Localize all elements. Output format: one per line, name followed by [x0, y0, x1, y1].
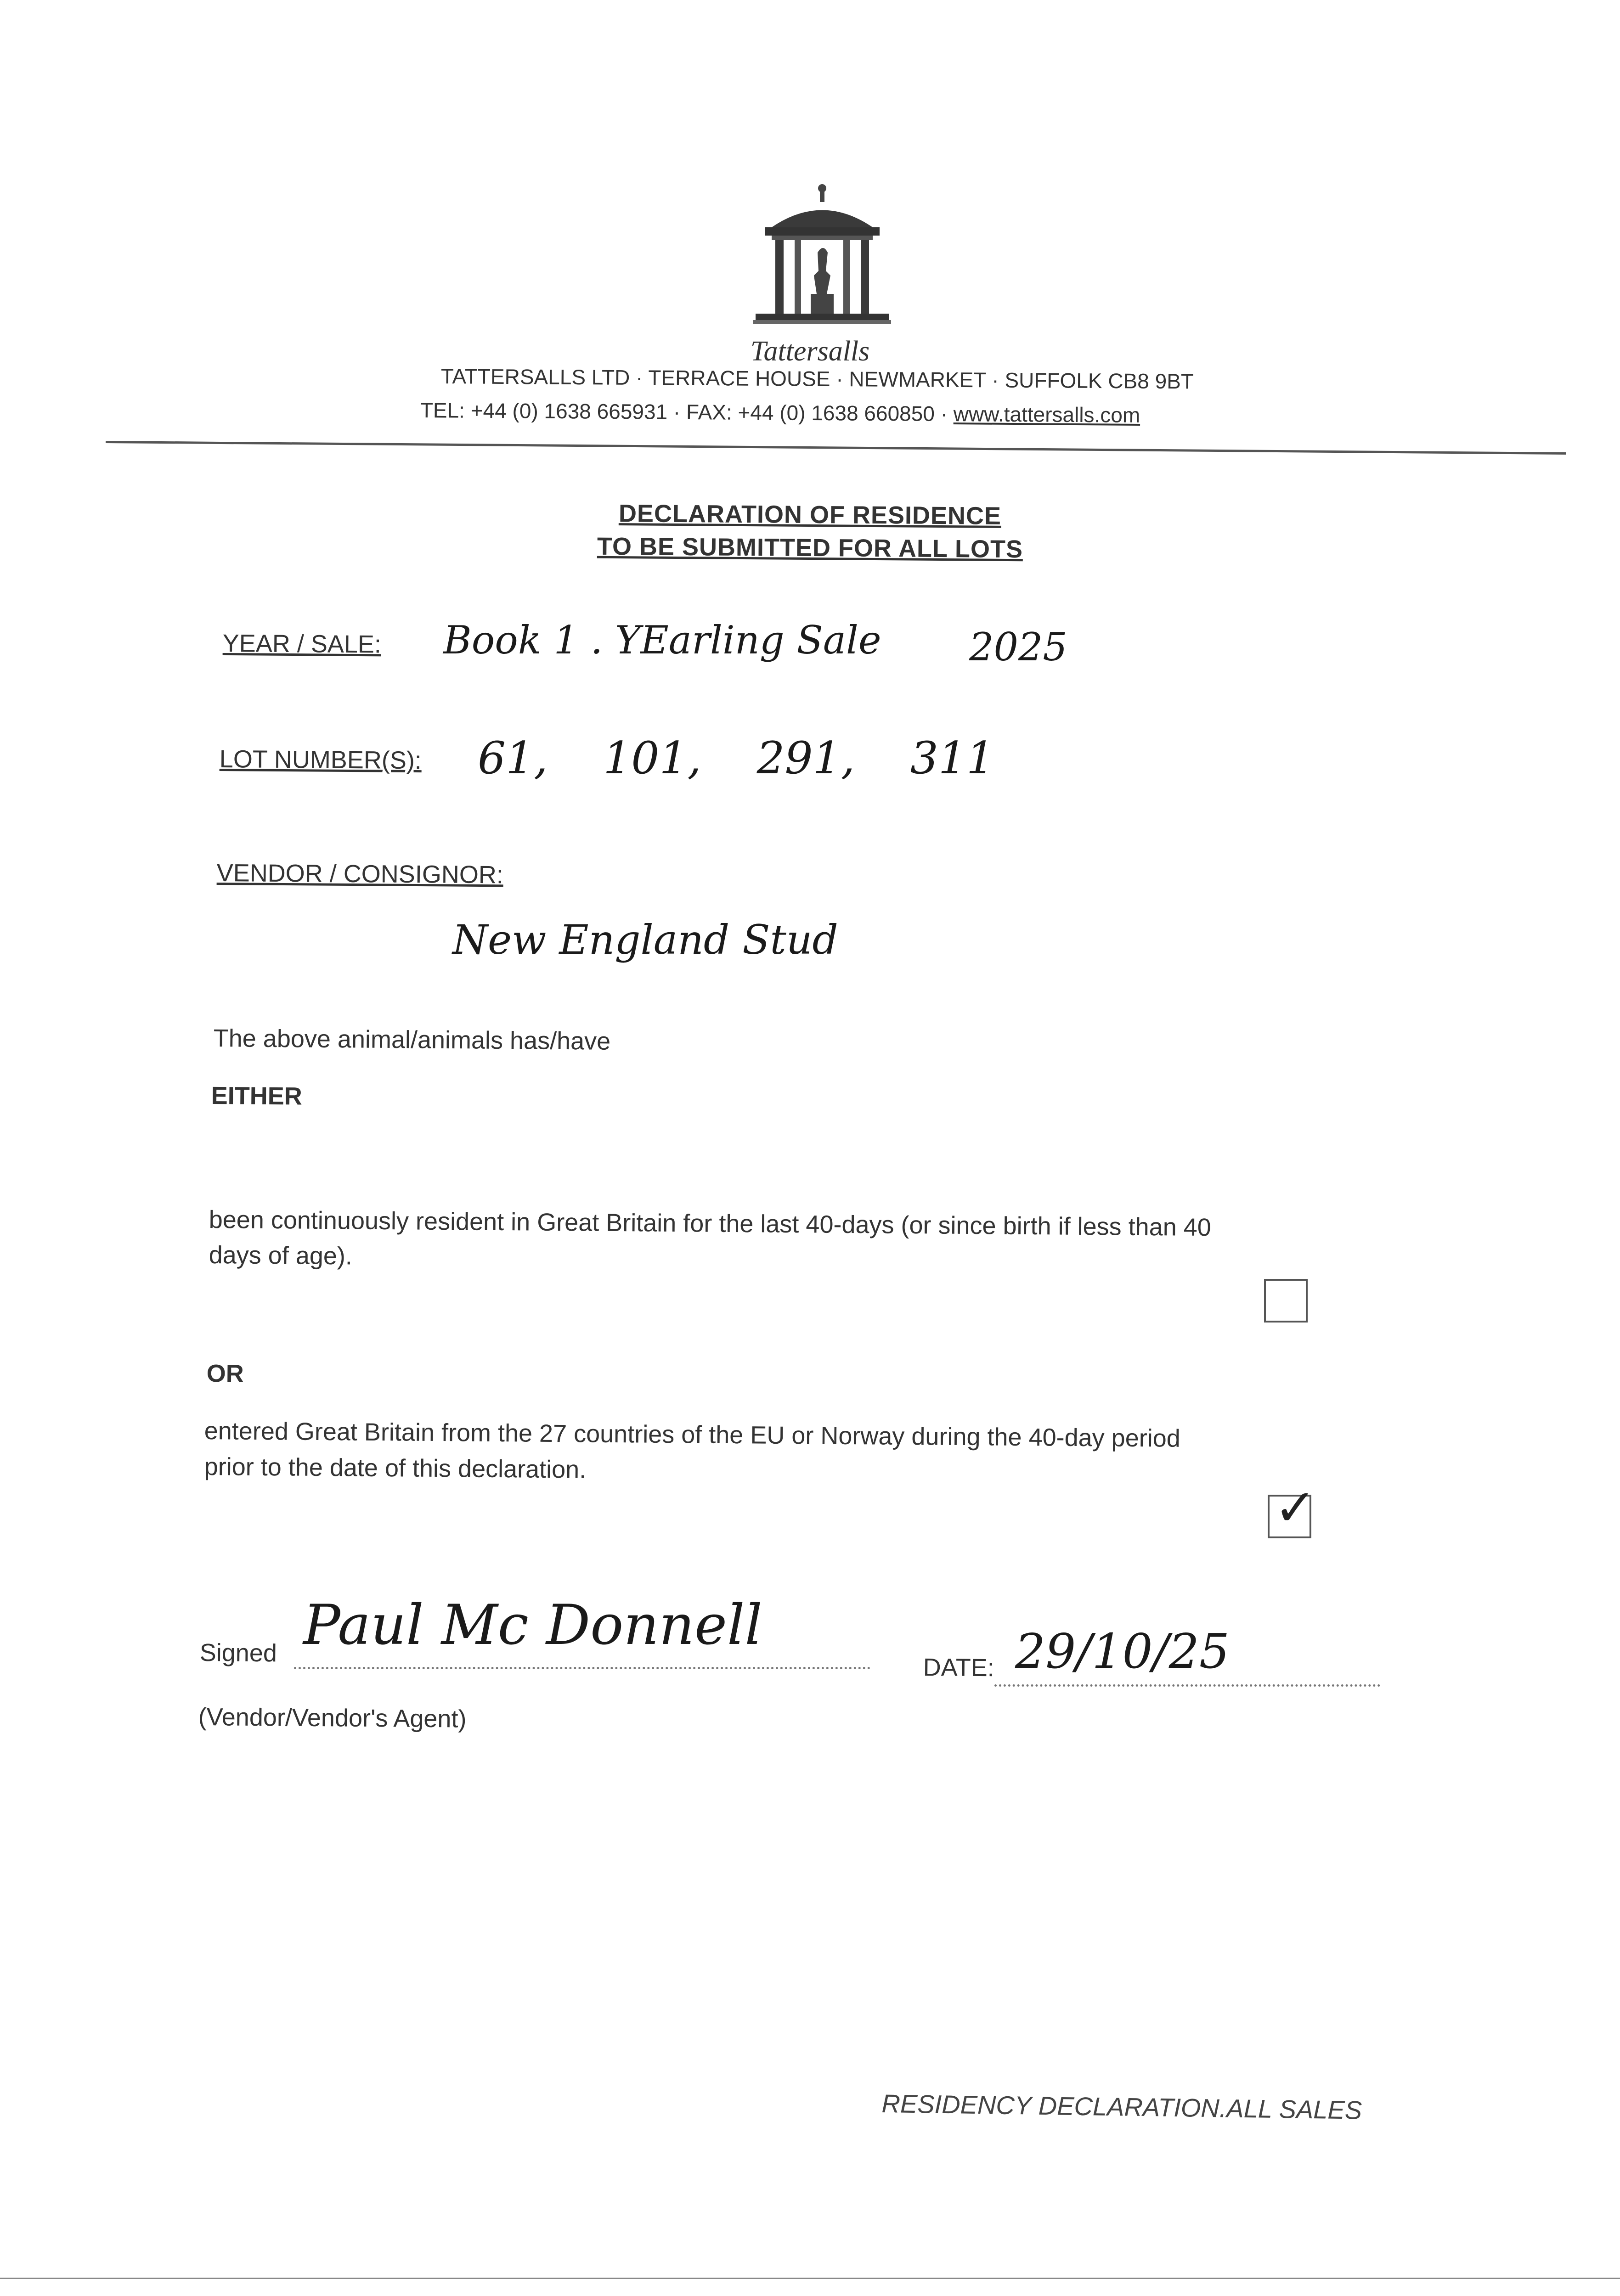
option2-text-line1: entered Great Britain from the 27 countries of the EU or Norway during the 40-day period: [204, 1417, 1181, 1452]
date-value[interactable]: 29/10/25: [1015, 1623, 1230, 1679]
contact-phone-fax: TEL: +44 (0) 1638 665931 · FAX: +44 (0) 1638 660850 ·: [420, 398, 954, 426]
year-sale-label: YEAR / SALE:: [222, 630, 382, 658]
signed-label: Signed: [199, 1639, 277, 1667]
option1-text-line2: days of age).: [209, 1241, 353, 1270]
header-divider: [106, 441, 1566, 455]
website-link[interactable]: www.tattersalls.com: [953, 402, 1140, 427]
checkmark-icon: ✓: [1274, 1478, 1317, 1537]
date-label: DATE:: [923, 1654, 995, 1682]
vendor-value[interactable]: New England Stud: [452, 916, 838, 963]
tattersalls-logo-icon: [753, 184, 891, 335]
option2-text-line2: prior to the date of this declaration.: [204, 1453, 587, 1484]
year-value[interactable]: 2025: [969, 625, 1067, 670]
signature-value[interactable]: Paul Mc Donnell: [303, 1593, 762, 1657]
signature-line: [294, 1667, 870, 1669]
form-reference: RESIDENCY DECLARATION.ALL SALES: [881, 2089, 1362, 2125]
form-title: DECLARATION OF RESIDENCE: [618, 500, 1002, 530]
declaration-intro: The above animal/animals has/have: [213, 1024, 611, 1055]
or-label: OR: [206, 1360, 244, 1388]
either-label: EITHER: [211, 1082, 303, 1110]
company-address: TATTERSALLS LTD · TERRACE HOUSE · NEWMARKET · SUFFOLK CB8 9BT: [440, 364, 1194, 394]
option2-checkbox[interactable]: [1268, 1478, 1317, 1538]
brand-name: Tattersalls: [750, 336, 870, 367]
form-subtitle: TO BE SUBMITTED FOR ALL LOTS: [597, 532, 1023, 563]
date-line: [994, 1684, 1380, 1687]
year-sale-value[interactable]: Book 1 . YEarling Sale: [443, 618, 881, 663]
lot-numbers-label: LOT NUMBER(S):: [219, 745, 422, 775]
company-contact: [420, 398, 1140, 428]
vendor-label: VENDOR / CONSIGNOR:: [216, 859, 504, 889]
signatory-role-caption: (Vendor/Vendor's Agent): [198, 1703, 467, 1733]
option1-text-line1: been continuously resident in Great Britain for the last 40-days (or since birth if less than 40: [209, 1206, 1212, 1242]
lot-numbers-value[interactable]: 61, 101, 291, 311: [478, 732, 994, 784]
footer-divider: [0, 2278, 1620, 2279]
option1-checkbox[interactable]: [1264, 1279, 1308, 1322]
